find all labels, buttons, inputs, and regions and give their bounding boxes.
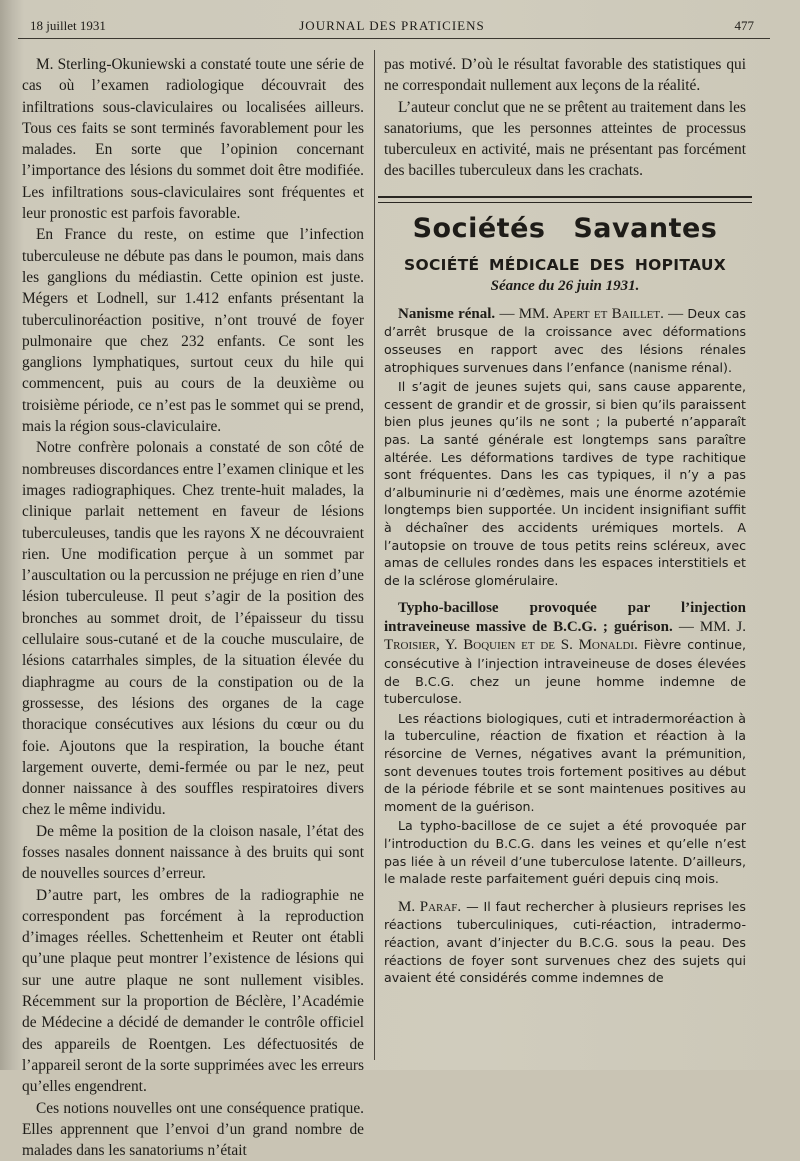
paragraph: D’autre part, les ombres de la radiographie ne correspondent pas forcément à la reproduction d’images réelles. Schettenheim et Reuter ont établi qu’une plaque peut montrer l’existence de lésions qui sur une autre plaque ne sont nullement visibles. Récemment sur la proportion de Béclère, l’Académie de Médecine a décidé de demander le contrôle officiel des appareils de Roentgen. Les défectuosités de l’appareil seront de la sorte supprimées avec les erreurs qu’elles engendrent. <box>22 886 364 1096</box>
paragraph: Notre confrère polonais a constaté de son côté de nombreuses discordances entre l’examen clinique et les images radiographiques. Chez trente-huit malades, la clinique parlait nettement en faveur de lésions tuberculeuses, tandis que les rayons X ne découvraient rien. Une modification perçue à un sommet par l’auscultation ou la percussion ne préjuge en rien d’une lésion tuberculeuse. Il peut s’agir de la position des bronches au sommet droit, de l’épaisseur du tissu cellulaire sous-cutané et de la couche musculaire, de lésions catarrhales simples, de la situation élevée du diaphragme au cours de la constipation ou de la grossesse, des lésions des organes de la cage thoracique consécutives aux lésions du cœur ou du foie. Ajoutons que la respiration, la bouche étant largement ouverte, demi-fermée ou par le nez, peut donner naissance à des souffles respiratoires divers chez le même individu. <box>22 439 364 819</box>
journal-title: JOURNAL DES PRATICIENS <box>299 18 485 33</box>
running-header <box>30 18 754 36</box>
article-authors: — MM. J. Troisier, Y. Boquien et de S. Monaldi. <box>384 618 747 654</box>
section-title: Sociétés Savantes <box>412 212 718 244</box>
article-text: — Il faut rechercher à plusieurs reprises les réactions tuberculiniques, cuti-réaction, intradermo-réaction, avant d’injecter du B.C.G. sous la peau. Des réactions de foyer sont survenues chez des sujets qui avaient été considérés comme indemnes de <box>384 898 746 986</box>
column-divider <box>374 50 375 1060</box>
article-title: Nanisme rénal. <box>398 305 496 322</box>
article-text: Deux cas d’arrêt brusque de la croissance avec déformations osseuses en rapport avec des lésions rénales atrophiques survenues dans l’enfance (nanisme rénal). <box>384 305 746 375</box>
paragraph: L’auteur conclut que ne se prêtent au traitement dans les sanatoriums, que les personnes atteintes de processus tuberculeux en activité, mais ne présentant pas forcément des bacilles tuberculeux dans les crachats. <box>384 98 746 180</box>
article-typho-intro <box>384 599 746 708</box>
paragraph: Il s’agit de jeunes sujets qui, sans cause apparente, cessent de grandir et de grossir, si bien qu’ils paraissent bien plus jeunes qu’ils ne sont ; la puberté n’apparaît pas. La santé générale est longtemps sans paraître altérée. Les déformations tardives de type rachitique sont fréquentes. Dans les cas typiques, il n’y a pas d’albuminurie ni d’œdèmes, mais une énorme azotémie longtemps bien supportée. Un incident insignifiant suffit à déchaîner des accidents urémiques mortels. A l’autopsie on trouve de tous petits reins scléreux, avec amas de cellules rondes dans les espaces interstitiels et de la sclérose glomérulaire. <box>384 379 746 588</box>
paragraph: De même la position de la cloison nasale, l’état des fosses nasales donnent naissance à des bruits qui sont de nouvelles sources d’erreur. <box>22 822 364 883</box>
article-title: Typho-bacillose provoquée par l’injection intraveineuse massive de B.C.G. ; guérison. <box>384 600 746 635</box>
section-rule <box>378 196 752 203</box>
paragraph: Les réactions biologiques, cuti et intradermoréaction à la tuberculine, réaction de fixation et réaction à la résorcine de Vernes, négatives avant la prémunition, sont devenues toutes trois fortement positives au début de la période fébrile et se sont maintenues positives au moment de la guérison. <box>384 710 746 814</box>
society-name: SOCIÉTÉ MÉDICALE DES HOPITAUX <box>404 255 726 274</box>
paragraph: La typho-bacillose de ce sujet a été provoquée par l’introduction du B.C.G. dans les veines et qu’elle n’est pas liée à un réveil d’une tuberculose latente. D’ailleurs, le malade reste parfaitement guéri depuis cinq mois. <box>384 818 746 887</box>
paragraph: pas motivé. D’où le résultat favorable des statistiques qui ne correspondait nullement aux leçons de la réalité. <box>384 56 746 95</box>
right-column <box>384 54 746 1054</box>
session-date: Séance du 26 juin 1931. <box>490 277 640 294</box>
article-authors: — MM. Apert et Baillet. — <box>495 305 688 322</box>
paragraph: Ces notions nouvelles ont une conséquence pratique. Elles apprennent que l’envoi d’un grand nombre de malades dans les sanatoriums n’était <box>22 1099 364 1160</box>
article-nanisme-intro <box>384 305 746 376</box>
header-rule <box>18 38 770 39</box>
discussion-paraf <box>384 898 746 987</box>
issue-date: 18 juillet 1931 <box>30 18 106 33</box>
discussant-name: M. Paraf. <box>398 898 462 915</box>
left-column <box>22 54 364 1160</box>
page-number: 477 <box>734 18 754 33</box>
article-text: Fièvre continue, consécutive à l’injection intraveineuse de doses élevées de B.C.G. chez un jeune homme indemne de tuberculose. <box>384 637 746 707</box>
paragraph: M. Sterling-Okuniewski a constaté toute une série de cas où l’examen radiologique découvrait des infiltrations sous-claviculaires ou localisées ailleurs. Tous ces faits se sont terminés favorablement pour les malades. En sorte que l’opinion concernant l’importance des lésions du sommet doit être modifiée. Les infiltrations sous-claviculaires sont fréquentes et leur pronostic est parfois favorable. <box>22 56 364 223</box>
paragraph: En France du reste, on estime que l’infection tuberculeuse ne débute pas dans le poumon, mais dans les ganglions du médiastin. Cette opinion est juste. Mégers et Lodnell, sur 1.412 enfants présentant la tuberculinoréaction positive, n’ont trouvé de foyer pulmonaire que chez 232 enfants. Ce sont les ganglions lymphatiques, surtout ceux du hile qui commencent, puis au cours de la deuxième ou troisième période, ce n’est pas le sommet qui se prend, mais la région sous-claviculaire. <box>22 226 364 436</box>
